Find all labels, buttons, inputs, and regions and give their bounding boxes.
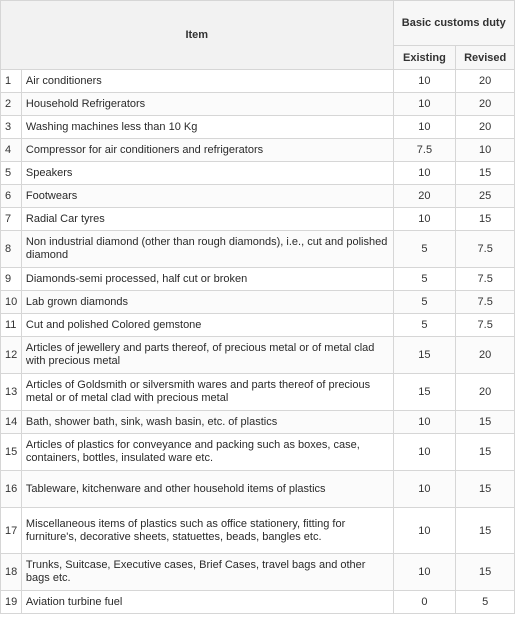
table-row xyxy=(1,139,515,162)
row-number: 7 xyxy=(1,208,22,231)
revised-duty-cell: 15 xyxy=(456,434,515,471)
item-cell: Lab grown diamonds xyxy=(21,291,393,314)
existing-duty-cell: 15 xyxy=(393,337,456,374)
item-cell: Cut and polished Colored gemstone xyxy=(21,314,393,337)
table-row xyxy=(1,162,515,185)
item-cell: Compressor for air conditioners and refrigerators xyxy=(21,139,393,162)
table-row xyxy=(1,471,515,508)
revised-duty-cell: 15 xyxy=(456,508,515,554)
basic-customs-duty-header: Basic customs duty xyxy=(393,1,514,46)
item-cell: Articles of jewellery and parts thereof, of precious metal or of metal clad with precious metal xyxy=(21,337,393,374)
existing-duty-cell: 10 xyxy=(393,508,456,554)
row-number: 1 xyxy=(1,70,22,93)
item-column-header: Item xyxy=(1,1,394,70)
revised-duty-cell: 20 xyxy=(456,374,515,411)
row-number: 2 xyxy=(1,93,22,116)
existing-duty-cell: 10 xyxy=(393,411,456,434)
existing-duty-cell: 10 xyxy=(393,162,456,185)
item-cell: Washing machines less than 10 Kg xyxy=(21,116,393,139)
row-number: 4 xyxy=(1,139,22,162)
existing-duty-cell: 10 xyxy=(393,434,456,471)
item-cell: Diamonds-semi processed, half cut or broken xyxy=(21,268,393,291)
item-cell: Aviation turbine fuel xyxy=(21,591,393,614)
existing-duty-cell: 10 xyxy=(393,554,456,591)
revised-duty-cell: 15 xyxy=(456,471,515,508)
existing-duty-cell: 5 xyxy=(393,268,456,291)
row-number: 8 xyxy=(1,231,22,268)
table-row xyxy=(1,434,515,471)
item-cell: Articles of Goldsmith or silversmith wares and parts thereof of precious metal or of metal clad with precious metal xyxy=(21,374,393,411)
existing-duty-cell: 0 xyxy=(393,591,456,614)
table-header xyxy=(1,1,515,70)
item-cell: Tableware, kitchenware and other household items of plastics xyxy=(21,471,393,508)
revised-column-header: Revised xyxy=(456,46,515,70)
item-cell: Speakers xyxy=(21,162,393,185)
table-row xyxy=(1,70,515,93)
table-row xyxy=(1,185,515,208)
table-row xyxy=(1,411,515,434)
existing-column-header: Existing xyxy=(393,46,456,70)
existing-duty-cell: 10 xyxy=(393,208,456,231)
item-cell: Miscellaneous items of plastics such as office stationery, fitting for furniture's, decorative sheets, statuettes, beads, bangles etc. xyxy=(21,508,393,554)
row-number: 15 xyxy=(1,434,22,471)
revised-duty-cell: 15 xyxy=(456,162,515,185)
existing-duty-cell: 5 xyxy=(393,291,456,314)
row-number: 6 xyxy=(1,185,22,208)
item-cell: Household Refrigerators xyxy=(21,93,393,116)
revised-duty-cell: 15 xyxy=(456,554,515,591)
header-row-top xyxy=(1,1,515,46)
item-cell: Air conditioners xyxy=(21,70,393,93)
row-number: 19 xyxy=(1,591,22,614)
table-row xyxy=(1,93,515,116)
table-row xyxy=(1,554,515,591)
revised-duty-cell: 15 xyxy=(456,411,515,434)
item-cell: Radial Car tyres xyxy=(21,208,393,231)
item-cell: Articles of plastics for conveyance and packing such as boxes, case, containers, bottles, insulated ware etc. xyxy=(21,434,393,471)
table-row xyxy=(1,508,515,554)
existing-duty-cell: 15 xyxy=(393,374,456,411)
revised-duty-cell: 7.5 xyxy=(456,231,515,268)
existing-duty-cell: 10 xyxy=(393,93,456,116)
row-number: 16 xyxy=(1,471,22,508)
table-row xyxy=(1,208,515,231)
revised-duty-cell: 20 xyxy=(456,93,515,116)
table-row xyxy=(1,231,515,268)
table-row xyxy=(1,337,515,374)
revised-duty-cell: 20 xyxy=(456,70,515,93)
existing-duty-cell: 10 xyxy=(393,70,456,93)
row-number: 13 xyxy=(1,374,22,411)
existing-duty-cell: 7.5 xyxy=(393,139,456,162)
revised-duty-cell: 7.5 xyxy=(456,268,515,291)
table-row xyxy=(1,291,515,314)
row-number: 14 xyxy=(1,411,22,434)
table-row xyxy=(1,268,515,291)
revised-duty-cell: 25 xyxy=(456,185,515,208)
item-cell: Trunks, Suitcase, Executive cases, Brief Cases, travel bags and other bags etc. xyxy=(21,554,393,591)
row-number: 10 xyxy=(1,291,22,314)
table-row xyxy=(1,591,515,614)
row-number: 18 xyxy=(1,554,22,591)
revised-duty-cell: 10 xyxy=(456,139,515,162)
revised-duty-cell: 7.5 xyxy=(456,314,515,337)
item-cell: Bath, shower bath, sink, wash basin, etc. of plastics xyxy=(21,411,393,434)
row-number: 17 xyxy=(1,508,22,554)
row-number: 9 xyxy=(1,268,22,291)
table-body xyxy=(1,70,515,614)
item-cell: Footwears xyxy=(21,185,393,208)
revised-duty-cell: 5 xyxy=(456,591,515,614)
row-number: 12 xyxy=(1,337,22,374)
table-row xyxy=(1,116,515,139)
revised-duty-cell: 20 xyxy=(456,116,515,139)
row-number: 11 xyxy=(1,314,22,337)
item-cell: Non industrial diamond (other than rough diamonds), i.e., cut and polished diamond xyxy=(21,231,393,268)
row-number: 5 xyxy=(1,162,22,185)
table-row xyxy=(1,314,515,337)
table-row xyxy=(1,374,515,411)
row-number: 3 xyxy=(1,116,22,139)
existing-duty-cell: 5 xyxy=(393,231,456,268)
existing-duty-cell: 20 xyxy=(393,185,456,208)
revised-duty-cell: 15 xyxy=(456,208,515,231)
existing-duty-cell: 10 xyxy=(393,116,456,139)
revised-duty-cell: 20 xyxy=(456,337,515,374)
revised-duty-cell: 7.5 xyxy=(456,291,515,314)
existing-duty-cell: 10 xyxy=(393,471,456,508)
existing-duty-cell: 5 xyxy=(393,314,456,337)
